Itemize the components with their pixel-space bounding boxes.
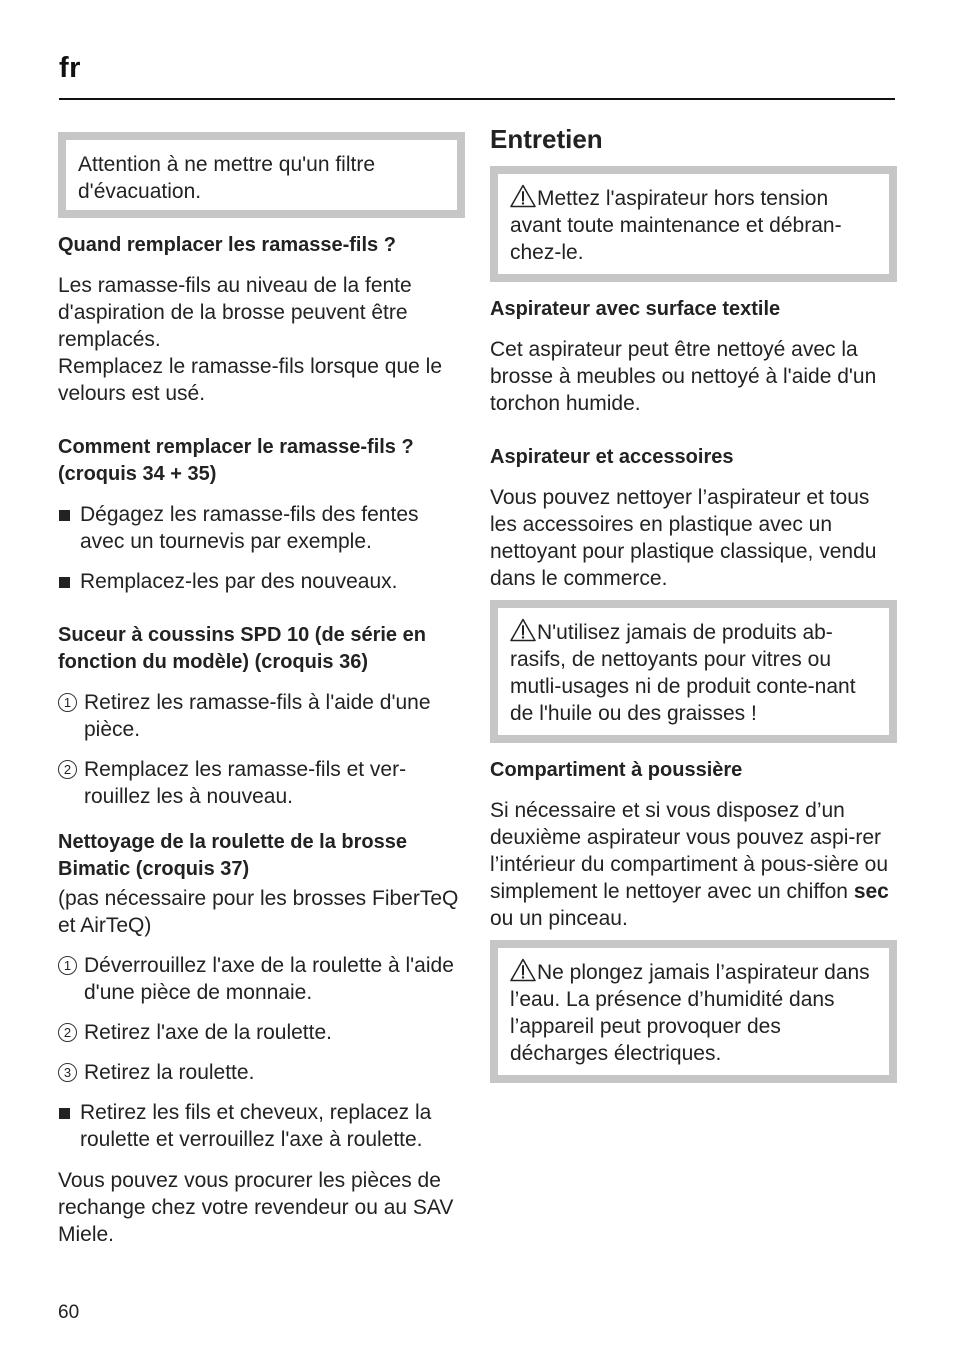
- note-box-text: Attention à ne mettre qu'un filtre d'évacuation.: [78, 153, 376, 203]
- step-text: Retirez les ramasse-fils à l'aide d'une pièce.: [84, 691, 431, 741]
- warning-text-content: Ne plongez jamais l’aspirateur dans l’eau. La présence d’humidité dans l’appareil peut provoquer des décharges électriques.: [510, 961, 870, 1065]
- step-text: Déverrouillez l'axe de la roulette à l'aide d'une pièce de monnaie.: [84, 954, 454, 1004]
- warning-text: [510, 618, 877, 727]
- heading-when-replace: Quand remplacer les ramasse-fils ?: [58, 234, 396, 256]
- warning-triangle-icon: [510, 958, 536, 982]
- paragraph-dust-compartment: [490, 797, 897, 932]
- list-item: [58, 501, 465, 555]
- circled-number-icon: 1: [58, 956, 77, 975]
- paragraph-bimatic-note: (pas nécessaire pour les brosses FiberTeQ et AirTeQ): [58, 887, 459, 937]
- paragraph-spare-parts: Vous pouvez vous procurer les pièces de rechange chez votre revendeur ou au SAV Miele.: [58, 1169, 454, 1246]
- emphasis-text: sec: [853, 880, 889, 903]
- square-bullet-icon: [59, 577, 70, 588]
- warning-text-content: N'utilisez jamais de produits ab-rasifs, de nettoyants pour vitres ou mutli-usages ni de produit conte-nant de l'huile ou des graisses !: [510, 621, 856, 725]
- circled-number-icon: 2: [58, 760, 77, 779]
- section-title-entretien: Entretien: [490, 124, 603, 154]
- step-item: [58, 952, 465, 1006]
- step-item: [58, 1059, 465, 1086]
- paragraph-text: ou un pinceau.: [490, 907, 628, 930]
- note-box: [58, 132, 465, 218]
- warning-triangle-icon: [510, 184, 536, 208]
- list-item: [58, 1099, 465, 1153]
- paragraph-when-replace-1: Les ramasse-fils au niveau de la fente d'aspiration de la brosse peuvent être remplacés.: [58, 274, 412, 351]
- heading-textile: Aspirateur avec surface textile: [490, 298, 781, 320]
- paragraph-text: Si nécessaire et si vous disposez d’un deuxième aspirateur vous pouvez aspi-rer l’intérieur du compartiment à pous-sière ou simplement le nettoyer avec un chiffon: [490, 799, 889, 903]
- list-item: [58, 568, 465, 595]
- list-item-text: Remplacez-les par des nouveaux.: [80, 570, 398, 593]
- heading-dust-compartment: Compartiment à poussière: [490, 759, 743, 781]
- paragraph-textile: Cet aspirateur peut être nettoyé avec la brosse à meubles ou nettoyé à l'aide d'un torchon humide.: [490, 338, 877, 415]
- step-text: Retirez l'axe de la roulette.: [84, 1021, 332, 1044]
- heading-spd10: Suceur à coussins SPD 10 (de série en fonction du modèle) (croquis 36): [58, 624, 426, 673]
- paragraph-accessories: Vous pouvez nettoyer l’aspirateur et tous les accessoires en plastique avec un nettoyant pour plastique classique, vendu dans le commerce.: [490, 486, 877, 590]
- heading-accessories: Aspirateur et accessoires: [490, 446, 734, 468]
- step-text: Remplacez les ramasse-fils et ver-rouillez les à nouveau.: [84, 758, 407, 808]
- warning-text-content: Mettez l'aspirateur hors tension avant toute maintenance et débran-chez-le.: [510, 187, 842, 264]
- warning-box: [490, 166, 897, 282]
- warning-box: [490, 940, 897, 1083]
- warning-text: [510, 958, 877, 1067]
- warning-box: [490, 600, 897, 743]
- step-item: [58, 1019, 465, 1046]
- left-column: [58, 132, 465, 1248]
- square-bullet-icon: [59, 1108, 70, 1119]
- paragraph-when-replace-2: Remplacez le ramasse-fils lorsque que le velours est usé.: [58, 355, 442, 405]
- step-item: [58, 756, 465, 810]
- right-column: [490, 124, 897, 1083]
- language-code: fr: [59, 52, 81, 84]
- circled-number-icon: 3: [58, 1063, 77, 1082]
- warning-triangle-icon: [510, 618, 536, 642]
- step-item: [58, 689, 465, 743]
- circled-number-icon: 1: [58, 693, 77, 712]
- page-number: 60: [58, 1302, 80, 1323]
- list-item-text: Retirez les fils et cheveux, replacez la roulette et verrouillez l'axe à roulette.: [80, 1101, 432, 1151]
- heading-how-replace: Comment remplacer le ramasse-fils ? (croquis 34 + 35): [58, 436, 414, 485]
- warning-text: [510, 184, 877, 266]
- heading-bimatic: Nettoyage de la roulette de la brosse Bimatic (croquis 37): [58, 831, 407, 880]
- circled-number-icon: 2: [58, 1023, 77, 1042]
- header-rule: [59, 98, 895, 100]
- square-bullet-icon: [59, 510, 70, 521]
- step-text: Retirez la roulette.: [84, 1061, 255, 1084]
- list-item-text: Dégagez les ramasse-fils des fentes avec un tournevis par exemple.: [80, 503, 419, 553]
